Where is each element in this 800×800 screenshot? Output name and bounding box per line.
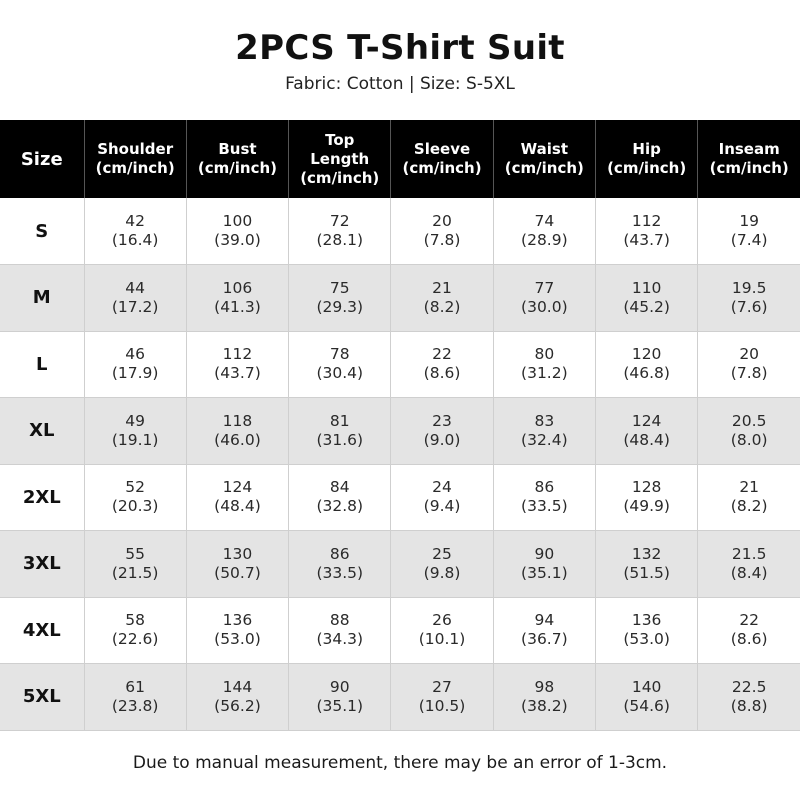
- value-cm: 75: [329, 278, 350, 297]
- value-inch: (10.1): [418, 630, 466, 649]
- header-size: Size: [0, 120, 84, 198]
- page-title: 2PCS T-Shirt Suit: [235, 28, 565, 68]
- header-hip: Hip (cm/inch): [595, 120, 697, 198]
- value-inch: (48.4): [623, 430, 670, 449]
- value-inch: (9.0): [423, 430, 461, 449]
- size-label: 2XL: [0, 464, 84, 531]
- cell-hip: [595, 664, 697, 731]
- cell-top-length: [289, 664, 391, 731]
- size-label: L: [0, 331, 84, 398]
- value-cm: 46: [125, 345, 146, 364]
- cell-waist: [493, 265, 595, 332]
- cell-sleeve: [391, 464, 493, 531]
- value-cm: 21: [739, 478, 760, 497]
- value-cm: 124: [222, 478, 253, 497]
- value-cm: 81: [329, 411, 350, 430]
- value-cm: 22: [432, 345, 452, 364]
- value-cm: 80: [534, 345, 555, 364]
- value-inch: (41.3): [214, 297, 261, 316]
- cell-hip: [595, 398, 697, 465]
- cell-bust: [186, 198, 288, 265]
- size-label: 4XL: [0, 597, 84, 664]
- cell-bust: [186, 664, 288, 731]
- value-inch: (7.6): [730, 297, 768, 316]
- value-inch: (8.6): [730, 630, 768, 649]
- page-subtitle: Fabric: Cotton | Size: S-5XL: [285, 74, 515, 94]
- value-cm: 61: [125, 677, 146, 696]
- table-header-row: [0, 120, 800, 198]
- table-row: [0, 398, 800, 465]
- value-cm: 21.5: [731, 544, 767, 563]
- value-inch: (17.2): [111, 297, 159, 316]
- value-inch: (9.4): [423, 497, 461, 516]
- value-cm: 100: [222, 212, 253, 230]
- value-inch: (46.0): [214, 430, 261, 449]
- value-cm: 78: [329, 345, 350, 364]
- value-cm: 49: [125, 411, 146, 430]
- value-cm: 21: [432, 278, 452, 297]
- value-inch: (8.8): [730, 696, 768, 715]
- value-inch: (8.6): [423, 364, 461, 383]
- value-cm: 72: [329, 212, 350, 230]
- value-cm: 128: [631, 478, 662, 497]
- value-inch: (36.7): [521, 630, 568, 649]
- value-cm: 74: [534, 212, 555, 230]
- cell-waist: [493, 398, 595, 465]
- value-cm: 20: [432, 212, 452, 230]
- value-inch: (31.2): [521, 364, 568, 383]
- size-label: XL: [0, 398, 84, 465]
- value-inch: (38.2): [521, 696, 568, 715]
- cell-sleeve: [391, 664, 493, 731]
- value-inch: (34.3): [316, 630, 364, 649]
- cell-shoulder: [84, 664, 186, 731]
- cell-top-length: [289, 198, 391, 265]
- value-inch: (35.1): [316, 696, 364, 715]
- table-row: [0, 331, 800, 398]
- cell-top-length: [289, 464, 391, 531]
- cell-top-length: [289, 531, 391, 598]
- cell-hip: [595, 331, 697, 398]
- value-cm: 23: [432, 411, 452, 430]
- cell-inseam: [698, 265, 800, 332]
- value-cm: 132: [631, 544, 662, 563]
- cell-sleeve: [391, 331, 493, 398]
- value-cm: 88: [329, 611, 350, 630]
- cell-shoulder: [84, 198, 186, 265]
- value-cm: 86: [329, 544, 350, 563]
- size-label: S: [0, 198, 84, 265]
- cell-hip: [595, 265, 697, 332]
- value-inch: (28.1): [316, 231, 364, 249]
- cell-bust: [186, 531, 288, 598]
- cell-inseam: [698, 331, 800, 398]
- value-cm: 140: [631, 677, 662, 696]
- value-cm: 94: [534, 611, 555, 630]
- size-label: 5XL: [0, 664, 84, 731]
- cell-inseam: [698, 664, 800, 731]
- table-row: [0, 664, 800, 731]
- cell-bust: [186, 331, 288, 398]
- measurement-note: Due to manual measurement, there may be an error of 1-3cm.: [132, 753, 668, 773]
- value-cm: 58: [125, 611, 146, 630]
- header-sleeve: Sleeve (cm/inch): [391, 120, 493, 198]
- cell-inseam: [698, 597, 800, 664]
- cell-shoulder: [84, 531, 186, 598]
- cell-waist: [493, 464, 595, 531]
- cell-inseam: [698, 398, 800, 465]
- header-top-length: Top Length (cm/inch): [289, 120, 391, 198]
- value-inch: (7.8): [730, 364, 768, 383]
- value-cm: 26: [432, 611, 452, 630]
- value-cm: 136: [222, 611, 253, 630]
- value-inch: (30.4): [316, 364, 364, 383]
- cell-sleeve: [391, 198, 493, 265]
- value-inch: (22.6): [111, 630, 159, 649]
- cell-shoulder: [84, 597, 186, 664]
- value-inch: (8.2): [423, 297, 461, 316]
- value-inch: (31.6): [316, 430, 364, 449]
- cell-shoulder: [84, 265, 186, 332]
- value-cm: 84: [329, 478, 350, 497]
- value-inch: (7.8): [423, 231, 461, 249]
- cell-top-length: [289, 331, 391, 398]
- value-inch: (20.3): [111, 497, 159, 516]
- value-cm: 27: [432, 677, 452, 696]
- cell-top-length: [289, 265, 391, 332]
- cell-top-length: [289, 597, 391, 664]
- value-inch: (23.8): [111, 696, 159, 715]
- value-inch: (32.8): [316, 497, 364, 516]
- value-cm: 77: [534, 278, 555, 297]
- value-inch: (8.0): [730, 430, 768, 449]
- value-inch: (32.4): [521, 430, 568, 449]
- cell-inseam: [698, 198, 800, 265]
- cell-sleeve: [391, 531, 493, 598]
- value-cm: 106: [222, 278, 253, 297]
- cell-inseam: [698, 464, 800, 531]
- cell-shoulder: [84, 464, 186, 531]
- value-inch: (16.4): [111, 231, 159, 249]
- value-cm: 90: [329, 677, 350, 696]
- cell-sleeve: [391, 398, 493, 465]
- table-row: [0, 597, 800, 664]
- value-cm: 110: [631, 278, 662, 297]
- value-inch: (8.2): [730, 497, 768, 516]
- header-inseam: Inseam (cm/inch): [698, 120, 800, 198]
- value-cm: 19: [739, 212, 760, 230]
- table-row: [0, 265, 800, 332]
- size-label: M: [0, 265, 84, 332]
- value-inch: (53.0): [623, 630, 670, 649]
- value-inch: (28.9): [521, 231, 568, 249]
- table-row: [0, 198, 800, 265]
- value-cm: 55: [125, 544, 146, 563]
- value-cm: 42: [125, 212, 146, 230]
- value-cm: 118: [222, 411, 253, 430]
- value-cm: 98: [534, 677, 555, 696]
- value-cm: 20: [739, 345, 760, 364]
- cell-bust: [186, 464, 288, 531]
- value-inch: (35.1): [521, 563, 568, 582]
- size-chart-table: [0, 120, 800, 731]
- cell-waist: [493, 597, 595, 664]
- value-inch: (53.0): [214, 630, 261, 649]
- table-row: [0, 464, 800, 531]
- cell-top-length: [289, 398, 391, 465]
- cell-waist: [493, 198, 595, 265]
- table-row: [0, 531, 800, 598]
- value-cm: 52: [125, 478, 146, 497]
- cell-bust: [186, 265, 288, 332]
- value-cm: 25: [432, 544, 452, 563]
- value-cm: 90: [534, 544, 555, 563]
- header-bust: Bust (cm/inch): [186, 120, 288, 198]
- value-inch: (56.2): [214, 696, 261, 715]
- cell-shoulder: [84, 331, 186, 398]
- cell-hip: [595, 597, 697, 664]
- value-cm: 144: [222, 677, 253, 696]
- value-inch: (43.7): [214, 364, 261, 383]
- value-cm: 83: [534, 411, 555, 430]
- cell-inseam: [698, 531, 800, 598]
- value-cm: 130: [222, 544, 253, 563]
- value-cm: 24: [432, 478, 452, 497]
- cell-bust: [186, 597, 288, 664]
- value-inch: (9.8): [423, 563, 461, 582]
- cell-shoulder: [84, 398, 186, 465]
- value-inch: (54.6): [623, 696, 670, 715]
- value-inch: (33.5): [316, 563, 364, 582]
- value-inch: (45.2): [623, 297, 670, 316]
- header-shoulder: Shoulder (cm/inch): [84, 120, 186, 198]
- value-inch: (19.1): [111, 430, 159, 449]
- value-inch: (46.8): [623, 364, 670, 383]
- value-inch: (50.7): [214, 563, 261, 582]
- value-cm: 22: [739, 611, 760, 630]
- value-cm: 112: [631, 212, 662, 230]
- value-inch: (48.4): [214, 497, 261, 516]
- value-cm: 124: [631, 411, 662, 430]
- cell-sleeve: [391, 597, 493, 664]
- value-cm: 112: [222, 345, 253, 364]
- value-inch: (49.9): [623, 497, 670, 516]
- cell-waist: [493, 331, 595, 398]
- value-inch: (10.5): [418, 696, 466, 715]
- value-inch: (43.7): [623, 231, 670, 249]
- value-inch: (21.5): [111, 563, 159, 582]
- value-inch: (7.4): [730, 231, 768, 249]
- value-cm: 22.5: [731, 677, 767, 696]
- cell-hip: [595, 531, 697, 598]
- value-cm: 44: [125, 278, 146, 297]
- value-inch: (8.4): [730, 563, 768, 582]
- cell-hip: [595, 198, 697, 265]
- value-inch: (29.3): [316, 297, 364, 316]
- cell-waist: [493, 664, 595, 731]
- value-cm: 120: [631, 345, 662, 364]
- value-inch: (33.5): [521, 497, 568, 516]
- cell-waist: [493, 531, 595, 598]
- value-cm: 136: [631, 611, 662, 630]
- value-inch: (39.0): [214, 231, 261, 249]
- value-inch: (30.0): [521, 297, 568, 316]
- table-body: [0, 198, 800, 730]
- value-inch: (51.5): [623, 563, 670, 582]
- value-cm: 20.5: [731, 411, 767, 430]
- cell-bust: [186, 398, 288, 465]
- header-waist: Waist (cm/inch): [493, 120, 595, 198]
- value-inch: (17.9): [111, 364, 159, 383]
- cell-hip: [595, 464, 697, 531]
- cell-sleeve: [391, 265, 493, 332]
- value-cm: 86: [534, 478, 555, 497]
- size-label: 3XL: [0, 531, 84, 598]
- value-cm: 19.5: [731, 278, 767, 297]
